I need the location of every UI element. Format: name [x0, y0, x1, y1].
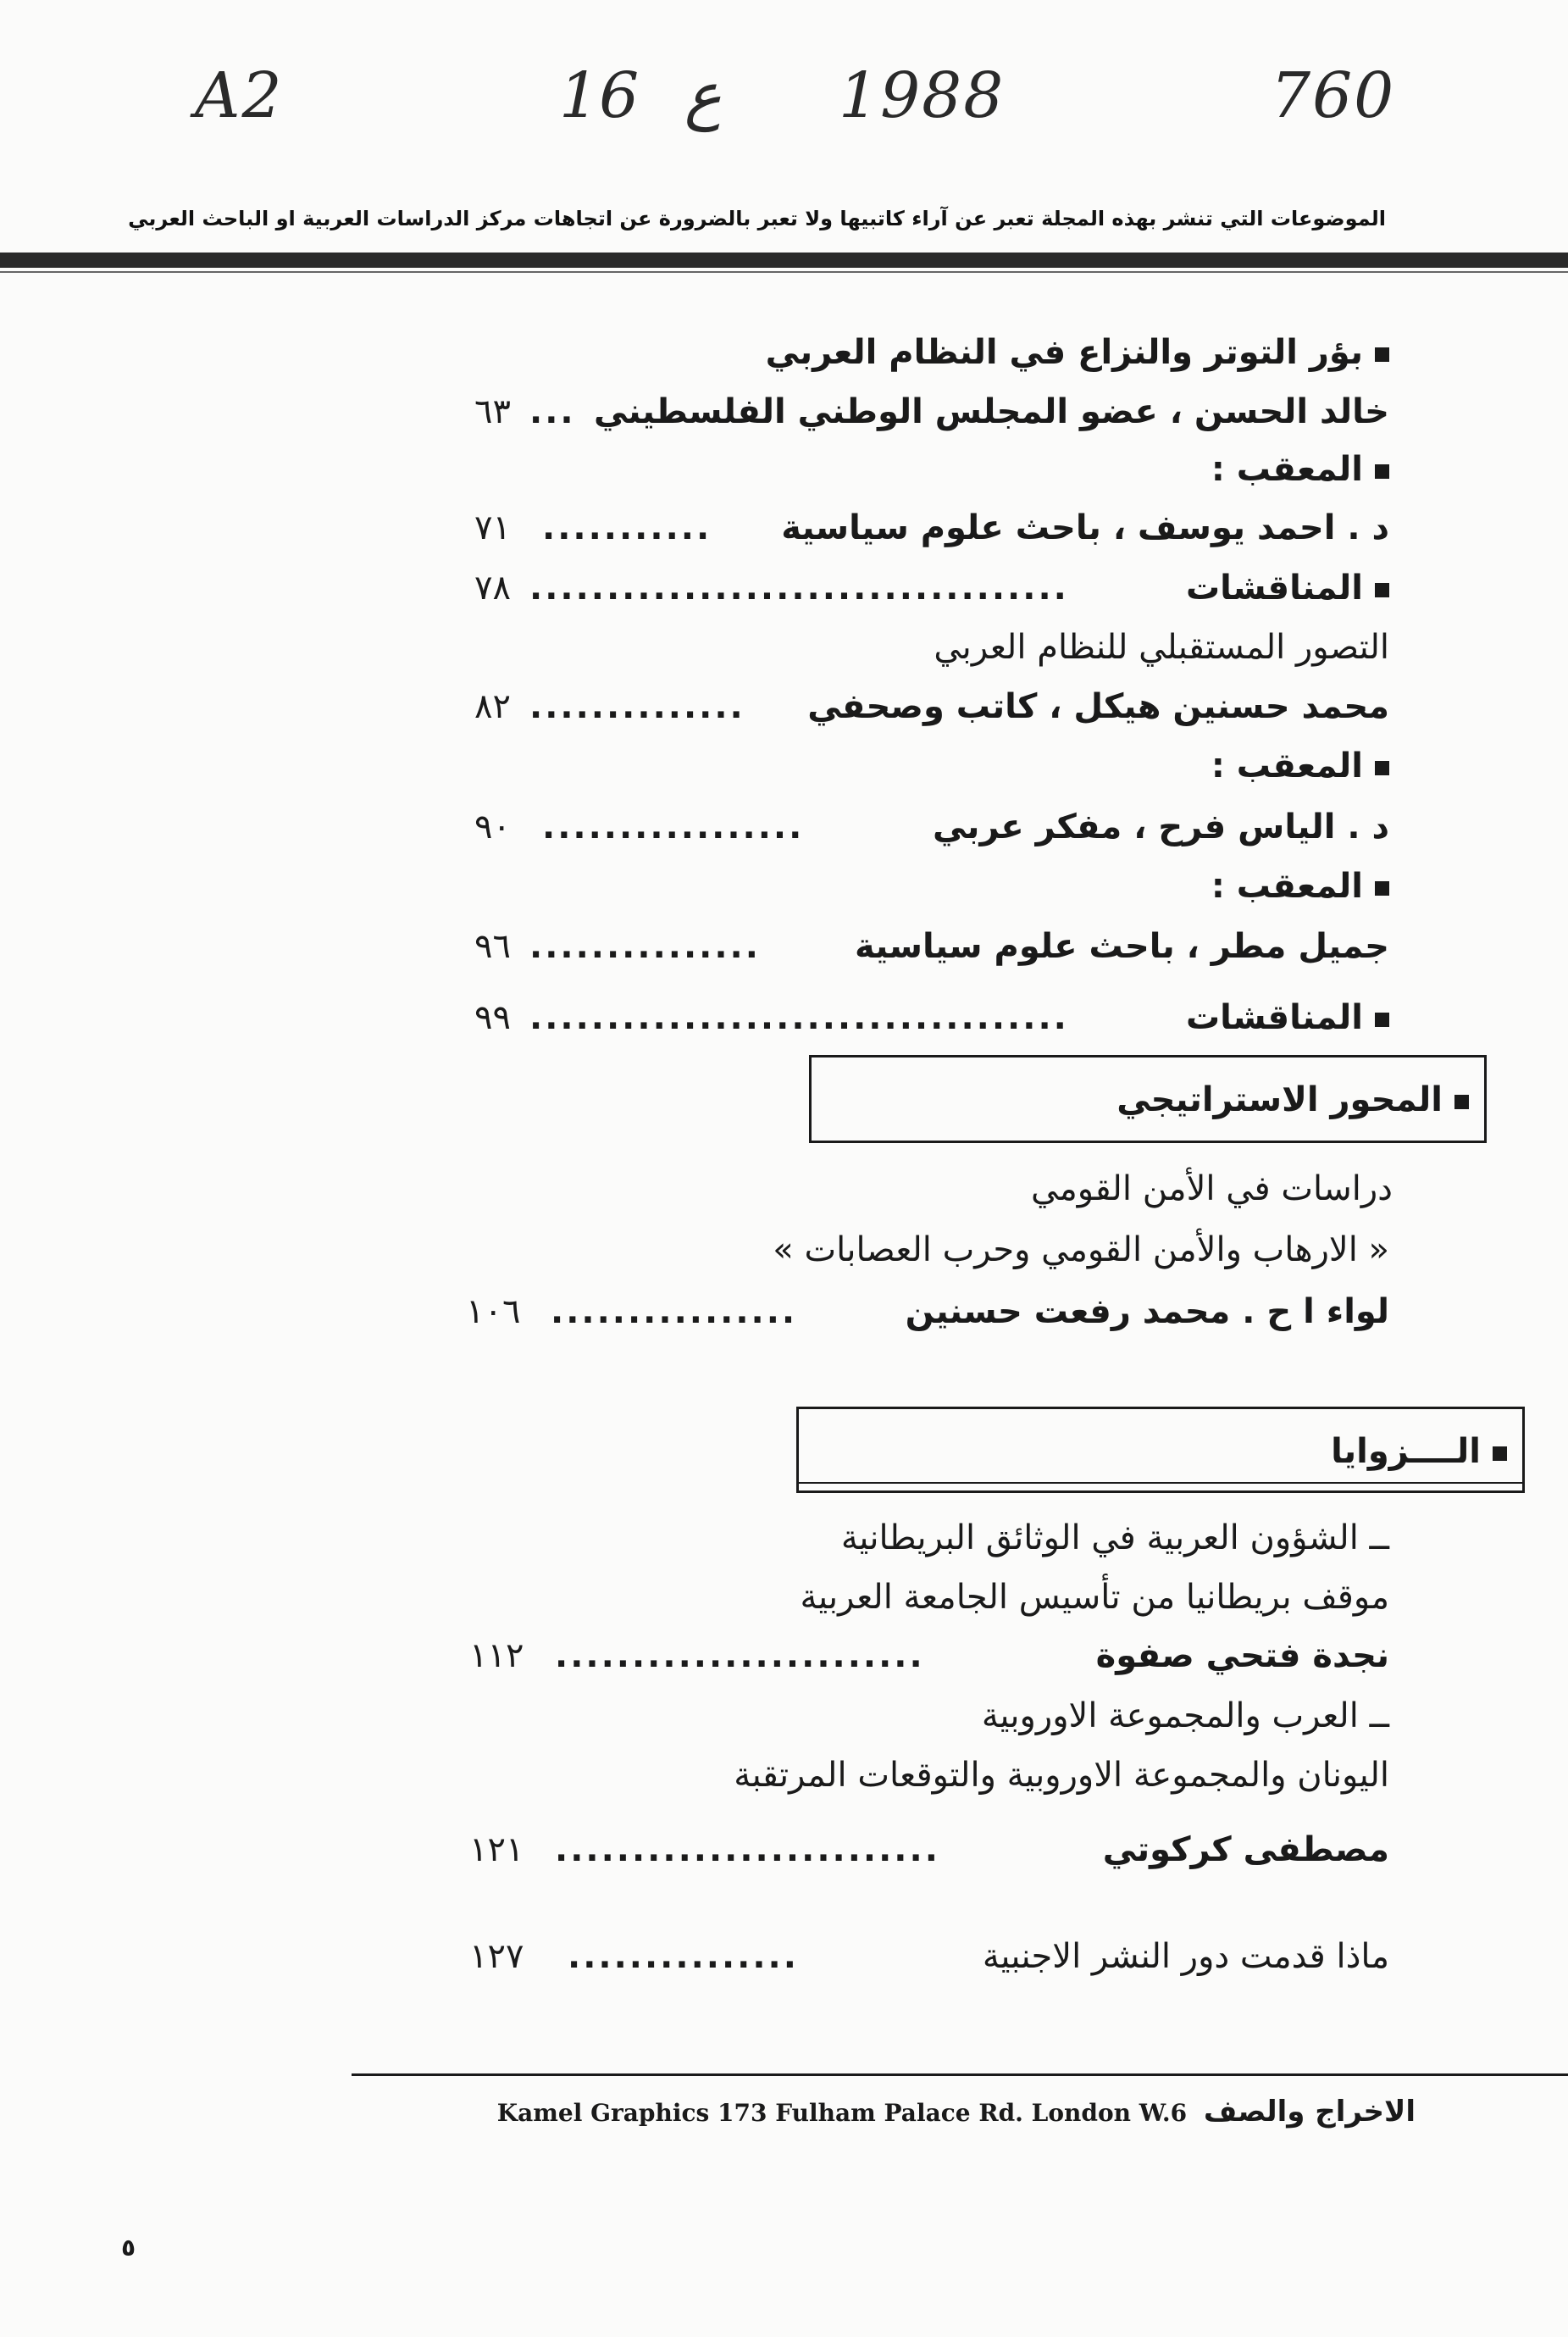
square-bullet-icon	[1493, 1446, 1507, 1461]
section-heading-angles: الــــزوايا	[796, 1407, 1525, 1493]
toc-entry: بؤر التوتر والنزاع في النظام العربي	[474, 325, 1389, 380]
page-number: ٦٣	[474, 392, 511, 431]
handwritten-note-code: A2	[195, 59, 284, 132]
page-number: ١١٢	[469, 1636, 524, 1675]
handwritten-note-number: 760	[1271, 59, 1396, 132]
square-bullet-icon	[1375, 881, 1389, 896]
toc-entry: محمد حسنين هيكل ، كاتب وصحفي .............. ٨٢	[474, 679, 1389, 735]
toc-entry: مصطفى كركوتي ......................... ١٢١	[474, 1822, 1389, 1878]
footer-rule	[352, 2073, 1568, 2076]
toc-entry: المعقب :	[474, 441, 1389, 497]
toc-entry: ــ العرب والمجموعة الاوروبية	[981, 1696, 1389, 1735]
header-rule-thin	[0, 271, 1568, 273]
square-bullet-icon	[1375, 761, 1389, 775]
page-number: ١٢٧	[469, 1937, 524, 1976]
header-rule	[0, 253, 1568, 268]
page-number: ٧٨	[474, 569, 511, 608]
section-heading-strategic: المحور الاستراتيجي	[809, 1055, 1487, 1143]
page-number: ٩٠	[474, 808, 511, 847]
toc-entry: التصور المستقبلي للنظام العربي	[934, 628, 1389, 667]
toc-entry: المناقشات ................................... ٧٨	[474, 560, 1389, 616]
toc-entry: اليونان والمجموعة الاوروبية والتوقعات المرتقبة	[734, 1756, 1389, 1795]
square-bullet-icon	[1375, 583, 1389, 597]
toc-entry: ماذا قدمت دور النشر الاجنبية ............... ١٢٧	[474, 1929, 1389, 1985]
square-bullet-icon	[1375, 347, 1389, 362]
page-number: ٩٩	[474, 998, 511, 1037]
square-bullet-icon	[1375, 1013, 1389, 1027]
page-number: ١٢١	[469, 1830, 524, 1869]
footer-credit: Kamel Graphics 173 Fulham Palace Rd. London W.6 الاخراج والصف	[496, 2095, 1416, 2129]
toc-entry: موقف بريطانيا من تأسيس الجامعة العربية	[800, 1578, 1389, 1617]
square-bullet-icon	[1375, 464, 1389, 479]
square-bullet-icon	[1454, 1095, 1469, 1109]
page-folio: ٥	[121, 2234, 136, 2262]
page-number: ٧١	[474, 508, 511, 547]
page-number: ٩٦	[474, 927, 511, 966]
toc-entry: د . الياس فرح ، مفكر عربي ................. ٩٠	[474, 799, 1389, 855]
toc-entry: د . احمد يوسف ، باحث علوم سياسية ........... ٧١	[474, 500, 1389, 556]
toc-entry: لواء ا ح . محمد رفعت حسنين ................ ١٠٦	[474, 1284, 1389, 1340]
toc-entry: نجدة فتحي صفوة ........................ ١١٢	[474, 1628, 1389, 1684]
toc-entry: خالد الحسن ، عضو المجلس الوطني الفلسطيني ... ٦٣	[474, 384, 1389, 440]
handwritten-note-issue: 16 ع	[559, 59, 722, 132]
page-number: ١٠٦	[466, 1292, 521, 1331]
toc-entry: المعقب :	[474, 858, 1389, 914]
toc-entry: ــ الشؤون العربية في الوثائق البريطانية	[840, 1518, 1389, 1557]
page-number: ٨٢	[474, 687, 511, 726]
toc-entry: « الارهاب والأمن القومي وحرب العصابات »	[773, 1230, 1389, 1269]
box-underline	[796, 1482, 1525, 1484]
toc-entry: المناقشات ................................... ٩٩	[474, 990, 1389, 1046]
handwritten-note-year: 1988	[839, 59, 1006, 132]
toc-entry: المعقب :	[474, 738, 1389, 794]
header-disclaimer: الموضوعات التي تنشر بهذه المجلة تعبر عن آراء كاتبيها ولا تعبر بالضرورة عن اتجاهات مركز الدراسات العربية او الباحث العربي	[128, 207, 1386, 230]
toc-entry: جميل مطر ، باحث علوم سياسية ............... ٩٦	[474, 919, 1389, 974]
toc-entry: دراسات في الأمن القومي	[1031, 1169, 1393, 1208]
